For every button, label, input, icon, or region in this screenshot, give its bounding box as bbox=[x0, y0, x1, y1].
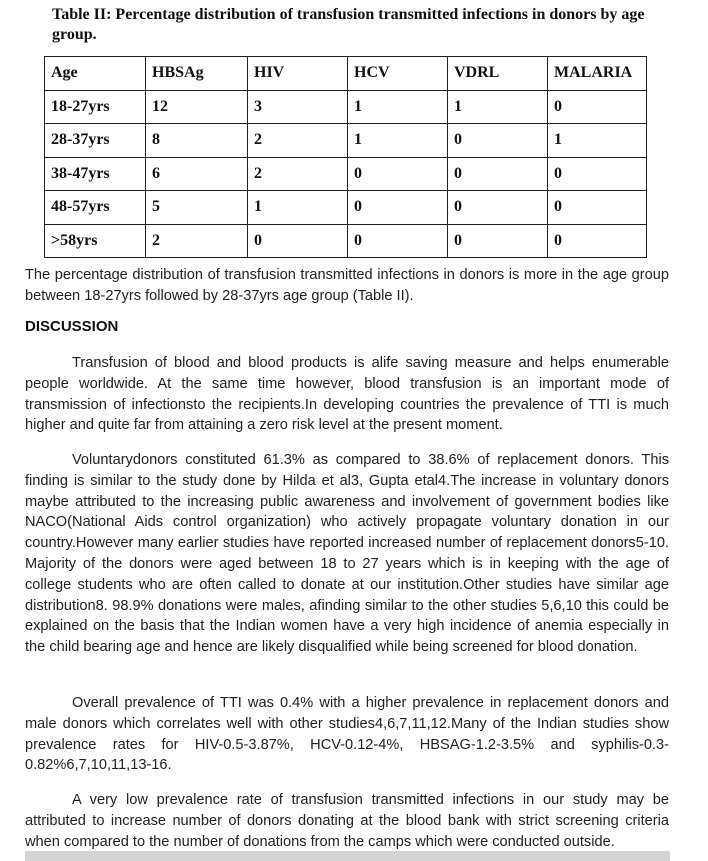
header-cell: HBSAg bbox=[146, 57, 248, 91]
table-cell: 0 bbox=[348, 157, 448, 191]
table-header-row bbox=[45, 57, 647, 91]
table-cell: 28-37yrs bbox=[45, 124, 146, 158]
table-cell: 0 bbox=[348, 224, 448, 258]
table-cell: 3 bbox=[248, 90, 348, 124]
table-cell: 38-47yrs bbox=[45, 157, 146, 191]
table-cell: 0 bbox=[348, 191, 448, 225]
table-row bbox=[45, 191, 647, 225]
table-cell: 1 bbox=[348, 124, 448, 158]
table-row bbox=[45, 224, 647, 258]
discussion-paragraph-1: Transfusion of blood and blood products is alife saving measure and helps enumerable people worldwide. At the same time however, blood transfusion is an important mode of transmission of infectionsto the recipients.In developing countries the prevalence of TTI is much higher and quite far from attaining a zero risk level at the present moment. bbox=[25, 355, 669, 434]
table-cell: 2 bbox=[248, 157, 348, 191]
table-cell: 0 bbox=[548, 90, 647, 124]
table-cell: 1 bbox=[248, 191, 348, 225]
tti-table bbox=[44, 56, 647, 258]
table-cell: 2 bbox=[146, 224, 248, 258]
header-cell: HIV bbox=[248, 57, 348, 91]
header-cell: HCV bbox=[348, 57, 448, 91]
table-caption: Table II: Percentage distribution of transfusion transmitted infections in donors by age group. bbox=[52, 6, 645, 43]
table-row bbox=[45, 90, 647, 124]
table-cell: 0 bbox=[548, 224, 647, 258]
section-heading-discussion: DISCUSSION bbox=[25, 318, 119, 335]
discussion-paragraph-2: Voluntarydonors constituted 61.3% as compared to 38.6% of replacement donors. This finding is similar to the study done by Hilda et al3, Gupta etal4.The increase in voluntary donors maybe attributed to the increasing public awareness and involvement of government bodies like NACO(National Aids control organization) who actively propagate voluntary donation in our country.However many earlier studies have reported increased number of replacement donors5-10. Majority of the donors were aged between 18 to 27 years which is in keeping with the age of college students who are often called to donate at our institution.Other studies have similar age distribution8. 98.9% donations were males, afinding similar to the other studies 5,6,10 this could be explained on the basis that the Indian women have a very high incidence of anemia especially in the child bearing age and hence are likely disqualified while being screened for blood donation. bbox=[25, 452, 669, 656]
table-cell: 0 bbox=[248, 224, 348, 258]
table-row bbox=[45, 157, 647, 191]
header-cell: Age bbox=[45, 57, 146, 91]
table-cell: >58yrs bbox=[45, 224, 146, 258]
header-cell: VDRL bbox=[448, 57, 548, 91]
table-cell: 6 bbox=[146, 157, 248, 191]
table-cell: 0 bbox=[448, 191, 548, 225]
table-cell: 1 bbox=[348, 90, 448, 124]
table-cell: 0 bbox=[548, 157, 647, 191]
table-cell: 0 bbox=[548, 191, 647, 225]
header-cell: MALARIA bbox=[548, 57, 647, 91]
footer-bar bbox=[25, 851, 670, 861]
table-cell: 12 bbox=[146, 90, 248, 124]
discussion-paragraph-3: Overall prevalence of TTI was 0.4% with a higher prevalence in replacement donors and male donors which correlates well with other studies4,6,7,11,12.Many of the Indian studies show prevalence rates for HIV-0.5-3.87%, HCV-0.12-4%, HBSAG-1.2-3.5% and syphilis-0.3-0.82%6,7,10,11,13-16. bbox=[25, 695, 669, 774]
table-cell: 2 bbox=[248, 124, 348, 158]
table-cell: 18-27yrs bbox=[45, 90, 146, 124]
table-cell: 0 bbox=[448, 224, 548, 258]
table-cell: 0 bbox=[448, 124, 548, 158]
table-cell: 5 bbox=[146, 191, 248, 225]
discussion-paragraph-4: A very low prevalence rate of transfusion transmitted infections in our study may be attributed to increase number of donors donating at the blood bank with strict screening criteria when compared to the number of donations from the camps which were conducted outside. bbox=[25, 792, 669, 850]
table-row bbox=[45, 124, 647, 158]
table-cell: 48-57yrs bbox=[45, 191, 146, 225]
table-cell: 1 bbox=[548, 124, 647, 158]
table-cell: 0 bbox=[448, 157, 548, 191]
table-summary-paragraph: The percentage distribution of transfusion transmitted infections in donors is more in the age group between 18-27yrs followed by 28-37yrs age group (Table II). bbox=[25, 267, 669, 304]
table-cell: 8 bbox=[146, 124, 248, 158]
table-cell: 1 bbox=[448, 90, 548, 124]
